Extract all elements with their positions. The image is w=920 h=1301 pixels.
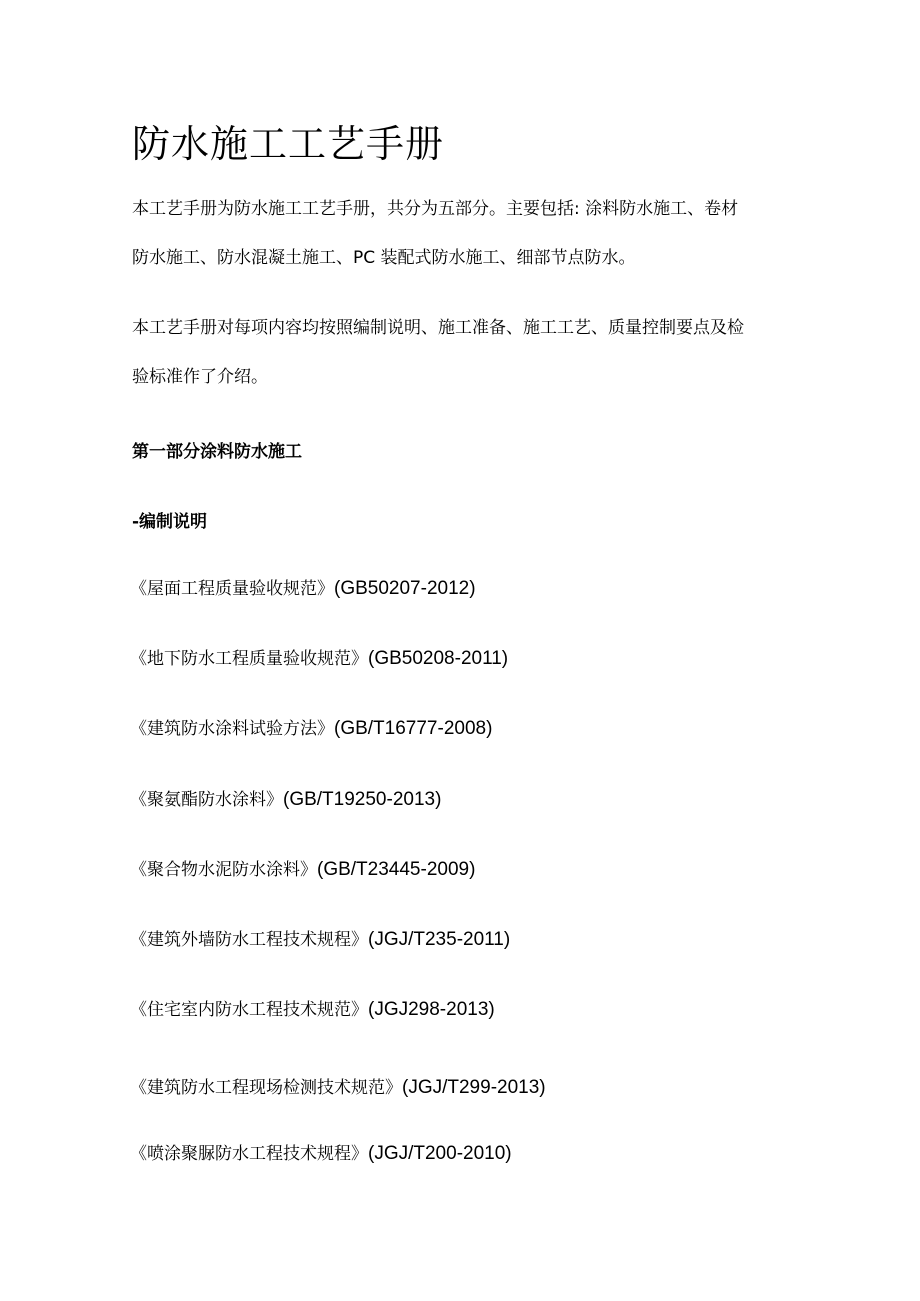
reference-code: (GB50208-2011) (368, 648, 509, 669)
document-title: 防水施工工艺手册 (132, 122, 445, 166)
reference-code: (JGJ298-2013) (368, 999, 495, 1020)
reference-code: (JGJ/T200-2010) (368, 1143, 512, 1164)
reference-item (130, 714, 492, 740)
reference-code: (JGJ/T299-2013) (402, 1077, 546, 1098)
reference-name: 《建筑防水工程现场检测技术规范》 (130, 1078, 402, 1098)
intro-paragraph-2 (132, 304, 792, 402)
reference-item (130, 785, 441, 811)
reference-item (130, 644, 508, 670)
section-heading: -编制说明 (132, 512, 208, 532)
reference-name: 《建筑外墙防水工程技术规程》 (130, 930, 368, 950)
reference-item (130, 995, 495, 1021)
reference-name: 《建筑防水涂料试验方法》 (130, 719, 334, 739)
intro-paragraph-1-line-1: 本工艺手册为防水施工工艺手册，共分为五部分。主要包括: 涂料防水施工、卷材 (132, 199, 739, 219)
reference-code: (GB50207-2012) (334, 578, 476, 599)
intro-paragraph-2-line-2: 验标准作了介绍。 (132, 367, 268, 387)
reference-name: 《喷涂聚脲防水工程技术规程》 (130, 1144, 368, 1164)
reference-code: (GB/T23445-2009) (317, 859, 476, 880)
reference-name: 《屋面工程质量验收规范》 (130, 579, 334, 599)
reference-item (130, 574, 476, 600)
part-1-heading: 第一部分涂料防水施工 (132, 442, 302, 462)
reference-name: 《住宅室内防水工程技术规范》 (130, 1000, 368, 1020)
intro-paragraph-1-line-2: 防水施工、防水混凝土施工、PC 装配式防水施工、细部节点防水。 (132, 248, 636, 268)
intro-paragraph-2-line-1: 本工艺手册对每项内容均按照编制说明、施工准备、施工工艺、质量控制要点及检 (132, 318, 744, 338)
intro-paragraph-1 (132, 185, 792, 283)
reference-name: 《聚合物水泥防水涂料》 (130, 860, 317, 880)
reference-item (130, 1139, 512, 1165)
reference-name: 《聚氨酯防水涂料》 (130, 790, 283, 810)
reference-code: (JGJ/T235-2011) (368, 929, 511, 950)
reference-name: 《地下防水工程质量验收规范》 (130, 649, 368, 669)
reference-item (130, 925, 510, 951)
reference-code: (GB/T19250-2013) (283, 789, 442, 810)
reference-item (130, 855, 475, 881)
reference-item (130, 1073, 546, 1099)
reference-code: (GB/T16777-2008) (334, 718, 493, 739)
